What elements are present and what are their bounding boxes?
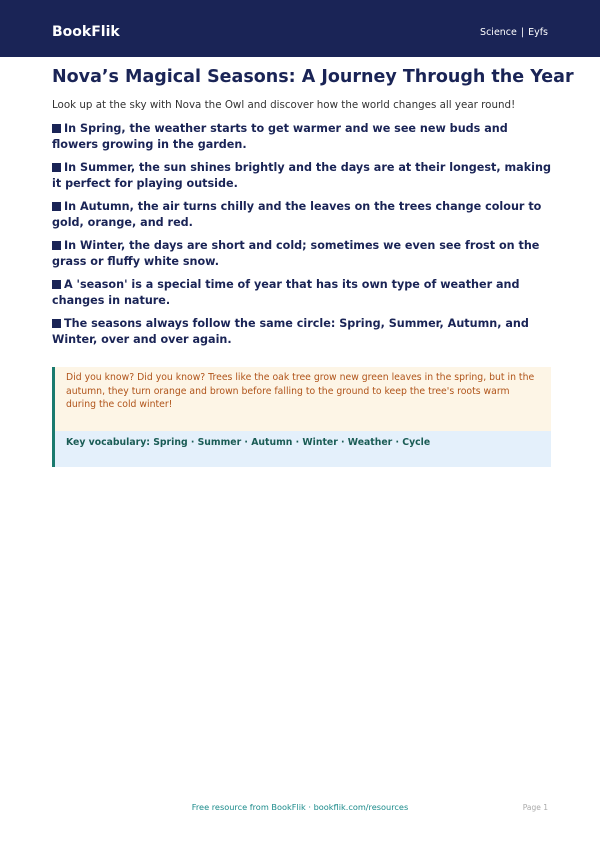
square-bullet-icon (52, 241, 61, 250)
footer-resource-link[interactable]: Free resource from BookFlik · bookflik.com/resources (191, 802, 409, 812)
square-bullet-icon (52, 280, 61, 289)
did-you-know-text: Did you know? Did you know? Trees like the oak tree grow new green leaves in the spring, but in the autumn, they turn orange and brown before falling to the ground to keep the tree's roots warm during the cold winter! (66, 372, 535, 410)
square-bullet-icon (52, 202, 61, 211)
square-bullet-icon (52, 319, 61, 328)
meta-separator: | (520, 27, 525, 38)
fact-text: In Summer, the sun shines brightly and the days are at their longest, making it perfect for playing outside. (52, 161, 551, 190)
fact-text: A 'season' is a special time of year that has its own type of weather and changes in nature. (52, 278, 520, 307)
fact-text: In Spring, the weather starts to get warmer and we see new buds and flowers growing in the garden. (52, 122, 508, 151)
fact-list (52, 121, 552, 355)
vocabulary-box (55, 431, 551, 467)
subject-level-label (480, 26, 548, 40)
vocabulary-text: Key vocabulary: Spring · Summer · Autumn · Winter · Weather · Cycle (66, 437, 431, 448)
fact-item (52, 121, 552, 153)
fact-text: In Winter, the days are short and cold; sometimes we even see frost on the grass or fluffy white snow. (52, 239, 540, 268)
fact-text: The seasons always follow the same circle: Spring, Summer, Autumn, and Winter, over and over again. (52, 317, 529, 346)
fact-item (52, 160, 552, 192)
brand-logo[interactable]: BookFlik (52, 24, 120, 40)
top-bar (0, 0, 600, 57)
subject-label: Science (480, 27, 517, 38)
fact-item (52, 199, 552, 231)
info-box (52, 367, 551, 467)
level-label: Eyfs (528, 27, 548, 38)
fact-text: In Autumn, the air turns chilly and the leaves on the trees change colour to gold, orange, and red. (52, 200, 542, 229)
square-bullet-icon (52, 124, 61, 133)
page-number: Page 1 (522, 803, 548, 812)
did-you-know-box (55, 367, 551, 431)
fact-item (52, 238, 552, 270)
page-title: Nova’s Magical Seasons: A Journey Through the Year (52, 67, 574, 87)
fact-item (52, 277, 552, 309)
intro-text: Look up at the sky with Nova the Owl and discover how the world changes all year round! (52, 99, 516, 111)
fact-item (52, 316, 552, 348)
square-bullet-icon (52, 163, 61, 172)
